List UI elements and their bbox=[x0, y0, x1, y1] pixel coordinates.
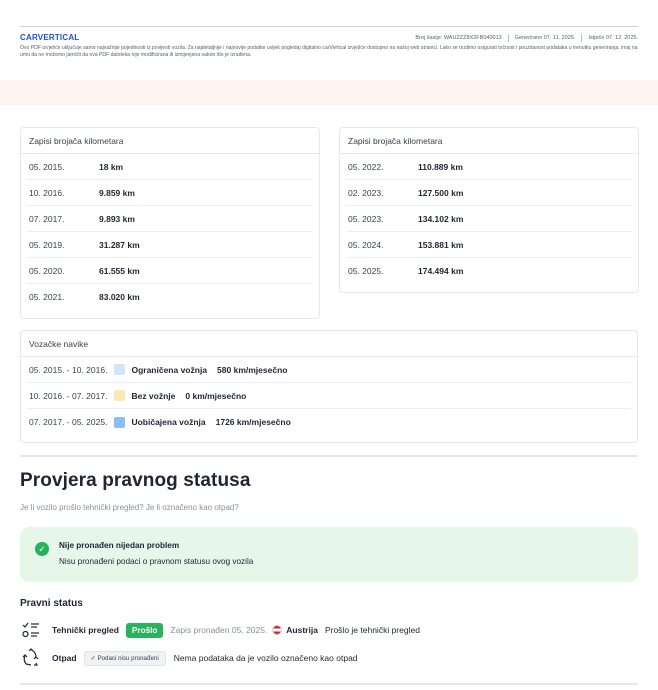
record-mileage: 127.500 km bbox=[418, 187, 464, 198]
vin-number: Broj šasije: WAUZZZ8X2FB040013 bbox=[415, 34, 502, 41]
habit-monthly-km: 1726 km/mjesečno bbox=[215, 417, 291, 427]
legal-status-subtitle: Je li vozilo prošlo tehnički pregled? Je li označeno kao otpad? bbox=[20, 503, 239, 512]
record-mileage: 174.494 km bbox=[418, 266, 464, 276]
scrap-label: Otpad bbox=[52, 653, 77, 663]
card-title: Zapisi brojača kilometara bbox=[21, 128, 319, 154]
no-data-badge: ✓ Podaci nisu pronađeni bbox=[84, 651, 166, 666]
inspection-passed-badge: Prošlo bbox=[126, 623, 163, 638]
odometer-row bbox=[27, 180, 313, 206]
record-mileage: 61.555 km bbox=[99, 265, 140, 276]
odometer-row bbox=[346, 232, 632, 258]
card-title: Zapisi brojača kilometara bbox=[340, 128, 638, 154]
no-problems-alert bbox=[20, 527, 638, 582]
report-header bbox=[20, 26, 638, 59]
record-date: 05. 2023. bbox=[348, 213, 384, 224]
report-meta bbox=[415, 34, 638, 42]
section-band bbox=[0, 80, 658, 105]
habit-row bbox=[27, 383, 631, 409]
meta-separator bbox=[508, 34, 509, 42]
odometer-row bbox=[346, 154, 632, 180]
inspection-country: Austrija bbox=[286, 625, 318, 635]
inspection-status-row bbox=[20, 620, 420, 640]
checklist-icon bbox=[20, 620, 42, 640]
scrap-detail: Nema podataka da je vozilo označeno kao otpad bbox=[173, 653, 358, 663]
habit-type: Uobičajena vožnja bbox=[131, 417, 206, 427]
odometer-records-card bbox=[339, 127, 639, 293]
disclaimer-text: Ovo PDF izvješće uključuje samo najvažnije pojedinosti iz povijesti vozila. Za najdetaljnije i najnovije podatke uvijek pogledaj digitalno carVertical izvješće dostupno na našoj web stranici. Lako se trudimo osigurati točnost i pouzdanost podataka u trenutku generiranja, imaj na umu da ne možemo jamčiti da ova PDF datoteka nije modificirana ili izmijenjena nakon što je izrađena. bbox=[20, 45, 638, 58]
carvertical-logo: CARVERTICAL bbox=[20, 33, 80, 42]
odometer-row bbox=[27, 258, 313, 284]
record-date: 05. 2015. bbox=[29, 161, 65, 172]
record-date: 05. 2019. bbox=[29, 239, 65, 250]
record-date: 10. 2016. bbox=[29, 187, 65, 198]
expiry-date: Istječe 07. 12. 2025. bbox=[588, 34, 638, 41]
record-date: 05. 2021. bbox=[29, 292, 65, 302]
habit-row bbox=[27, 409, 631, 435]
scrap-status-row bbox=[20, 648, 358, 668]
section-divider bbox=[20, 455, 638, 457]
odometer-row bbox=[27, 154, 313, 180]
record-mileage: 9.893 km bbox=[99, 213, 135, 224]
habit-period: 10. 2016. - 07. 2017. bbox=[29, 390, 108, 401]
meta-separator bbox=[581, 34, 582, 42]
habit-period: 05. 2015. - 10. 2016. bbox=[29, 364, 108, 375]
record-mileage: 153.881 km bbox=[418, 239, 464, 250]
odometer-row bbox=[346, 180, 632, 206]
record-mileage: 134.102 km bbox=[418, 213, 464, 224]
record-date: 02. 2023. bbox=[348, 187, 384, 198]
odometer-row bbox=[27, 232, 313, 258]
habit-type: Bez vožnje bbox=[131, 390, 176, 401]
record-mileage: 83.020 km bbox=[99, 292, 140, 302]
austria-flag-icon bbox=[272, 625, 282, 635]
legal-status-title: Provjera pravnog statusa bbox=[20, 470, 251, 491]
record-mileage: 110.889 km bbox=[418, 161, 463, 172]
record-mileage: 31.287 km bbox=[99, 239, 140, 250]
record-date: 05. 2025. bbox=[348, 266, 384, 276]
driving-habits-card bbox=[20, 330, 638, 443]
odometer-records-card bbox=[20, 127, 320, 319]
habit-monthly-km: 0 km/mjesečno bbox=[185, 390, 247, 401]
habit-color-swatch bbox=[114, 390, 125, 401]
habit-period: 07. 2017. - 05. 2025. bbox=[29, 417, 108, 427]
habit-type: Ograničena vožnja bbox=[131, 364, 208, 375]
habit-row bbox=[27, 357, 631, 383]
odometer-row bbox=[346, 206, 632, 232]
alert-title: Nije pronađen nijedan problem bbox=[59, 541, 180, 550]
record-mileage: 9.859 km bbox=[99, 187, 135, 198]
inspection-detail: Prošlo je tehnički pregled bbox=[324, 625, 420, 635]
card-title: Vozačke navike bbox=[21, 331, 637, 357]
section-divider bbox=[20, 683, 638, 685]
record-date: 05. 2020. bbox=[29, 265, 65, 276]
check-circle-icon: ✓ bbox=[35, 542, 49, 556]
legal-status-heading: Pravni status bbox=[20, 598, 83, 609]
habit-color-swatch bbox=[114, 417, 125, 428]
odometer-row bbox=[346, 258, 632, 284]
generated-date: Generirano 07. 11. 2025. bbox=[514, 34, 576, 41]
odometer-row bbox=[27, 206, 313, 232]
habit-monthly-km: 580 km/mjesečno bbox=[217, 364, 288, 375]
alert-text: Nisu pronađeni podaci o pravnom statusu ovog vozila bbox=[59, 557, 254, 566]
record-date: 07. 2017. bbox=[29, 213, 65, 224]
record-date: 05. 2022. bbox=[348, 161, 384, 172]
record-mileage: 18 km bbox=[99, 161, 124, 172]
habit-color-swatch bbox=[114, 364, 125, 375]
odometer-row bbox=[27, 284, 313, 310]
record-date: 05. 2024. bbox=[348, 239, 384, 250]
recycle-icon bbox=[20, 648, 42, 668]
inspection-label: Tehnički pregled bbox=[52, 625, 119, 635]
inspection-record-date: Zapis pronađen 05. 2025. bbox=[170, 625, 268, 635]
